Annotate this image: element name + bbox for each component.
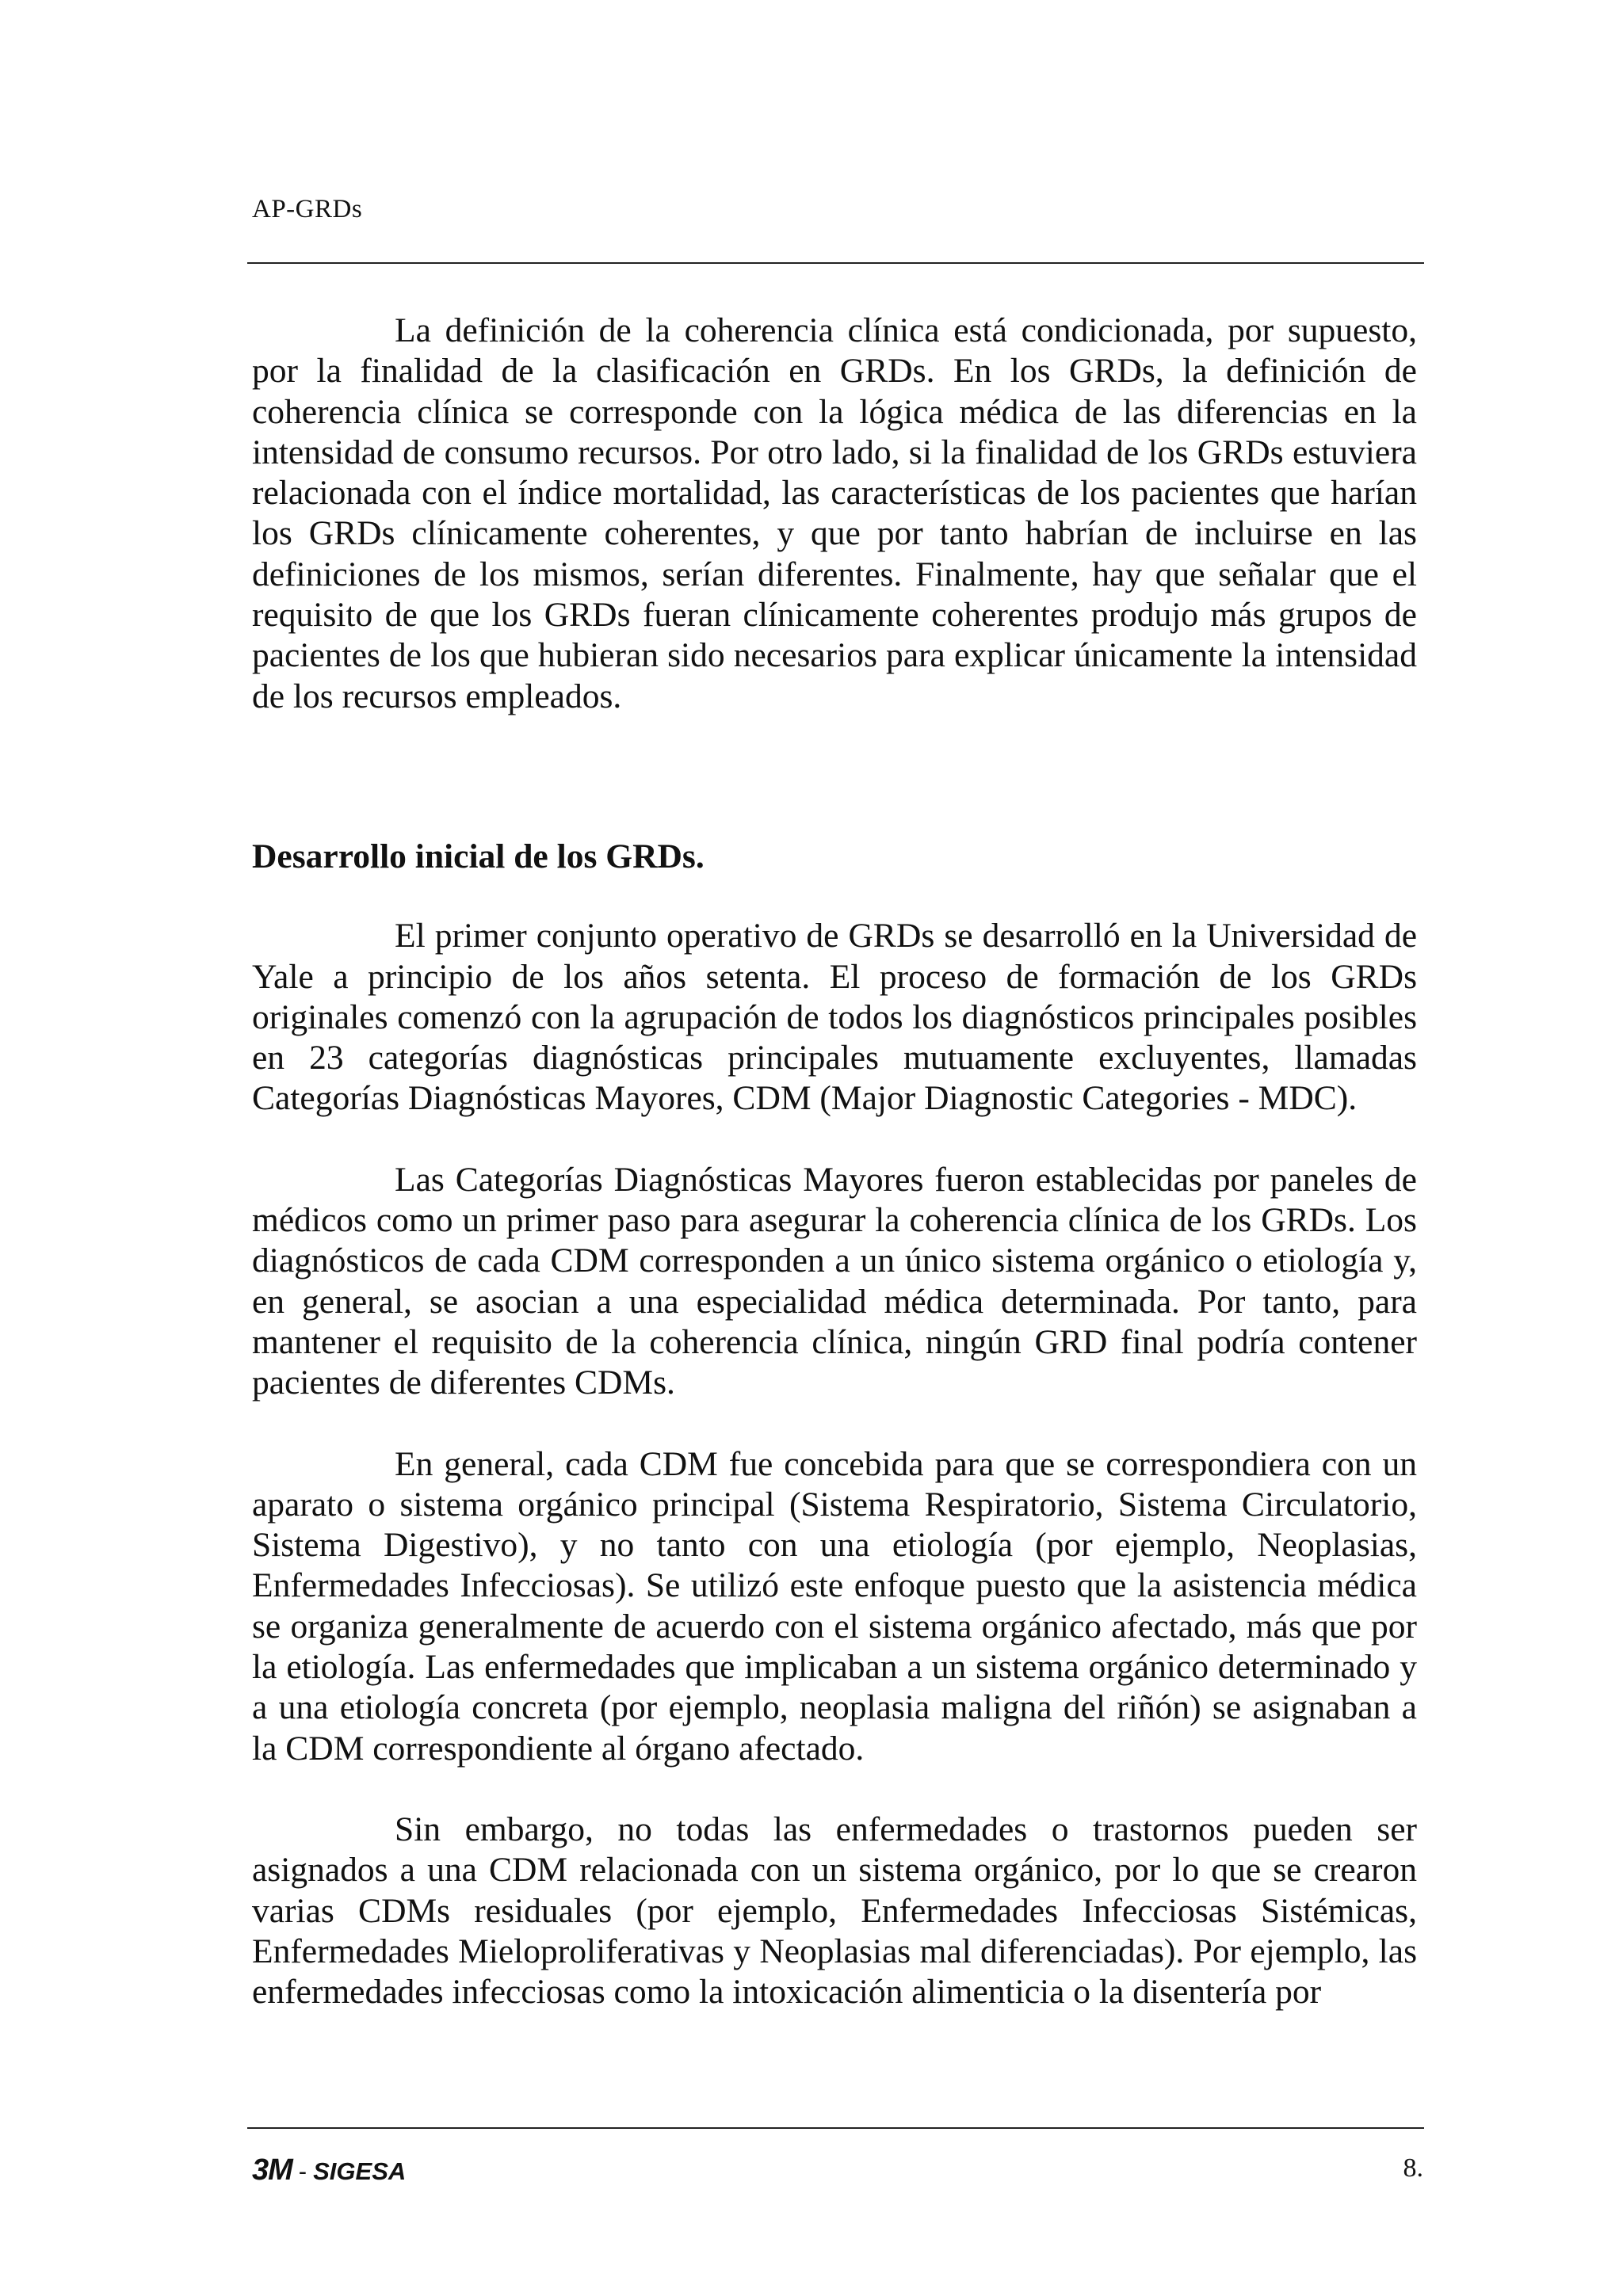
brand-separator: -: [298, 2157, 307, 2185]
body-paragraph: En general, cada CDM fue concebida para que se correspondiera con un aparato o sistema orgánico principal (Sistema Respiratorio, Sistema Circulatorio, Sistema Digestivo), y no tanto con una etiología (por ejemplo, Neoplasias, Enfermedades Infecciosas). Se utilizó este enfoque puesto que la asistencia médica se organiza generalmente de acuerdo con el sistema orgánico afectado, más que por la etiología. Las enfermedades que implicaban a un sistema orgánico determinado y a una etiología concreta (por ejemplo, neoplasia maligna del riñón) se asignaban a la CDM correspondiente al órgano afectado.: [252, 1444, 1417, 1768]
brand-name: SIGESA: [313, 2157, 407, 2185]
running-header-title: AP-GRDs: [252, 195, 363, 223]
footer-brand: [252, 2153, 406, 2187]
header-rule: [247, 262, 1424, 264]
body-paragraph: Las Categorías Diagnósticas Mayores fueron establecidas por paneles de médicos como un primer paso para asegurar la coherencia clínica de los GRDs. Los diagnósticos de cada CDM corresponden a un único sistema orgánico o etiología y, en general, se asocian a una especialidad médica determinada. Por tanto, para mantener el requisito de la coherencia clínica, ningún GRD final podría contener pacientes de diferentes CDMs.: [252, 1160, 1417, 1402]
footer-rule: [247, 2127, 1424, 2129]
body-paragraph: El primer conjunto operativo de GRDs se desarrolló en la Universidad de Yale a principio de los años setenta. El proceso de formación de los GRDs originales comenzó con la agrupación de todos los diagnósticos principales posibles en 23 categorías diagnósticas principales mutuamente excluyentes, llamadas Categorías Diagnósticas Mayores, CDM (Major Diagnostic Categories - MDC).: [252, 917, 1417, 1118]
page-number: 8.: [1403, 2153, 1423, 2183]
brand-logo: 3M: [252, 2153, 292, 2187]
document-body: [252, 311, 1417, 2012]
section-heading: Desarrollo inicial de los GRDs.: [252, 837, 705, 875]
body-paragraph: La definición de la coherencia clínica está condicionada, por supuesto, por la finalidad de la clasificación en GRDs. En los GRDs, la definición de coherencia clínica se corresponde con la lógica médica de las diferencias en la intensidad de consumo recursos. Por otro lado, si la finalidad de los GRDs estuviera relacionada con el índice mortalidad, las características de los pacientes que harían los GRDs clínicamente coherentes, y que por tanto habrían de incluirse en las definiciones de los mismos, serían diferentes. Finalmente, hay que señalar que el requisito de que los GRDs fueran clínicamente coherentes produjo más grupos de pacientes de los que hubieran sido necesarios para explicar únicamente la intensidad de los recursos empleados.: [252, 311, 1417, 715]
body-paragraph: Sin embargo, no todas las enfermedades o trastornos pueden ser asignados a una CDM relacionada con un sistema orgánico, por lo que se crearon varias CDMs residuales (por ejemplo, Enfermedades Infecciosas Sistémicas, Enfermedades Mieloproliferativas y Neoplasias mal diferenciadas). Por ejemplo, las enfermedades infecciosas como la intoxicación alimenticia o la disentería por: [252, 1810, 1417, 2012]
